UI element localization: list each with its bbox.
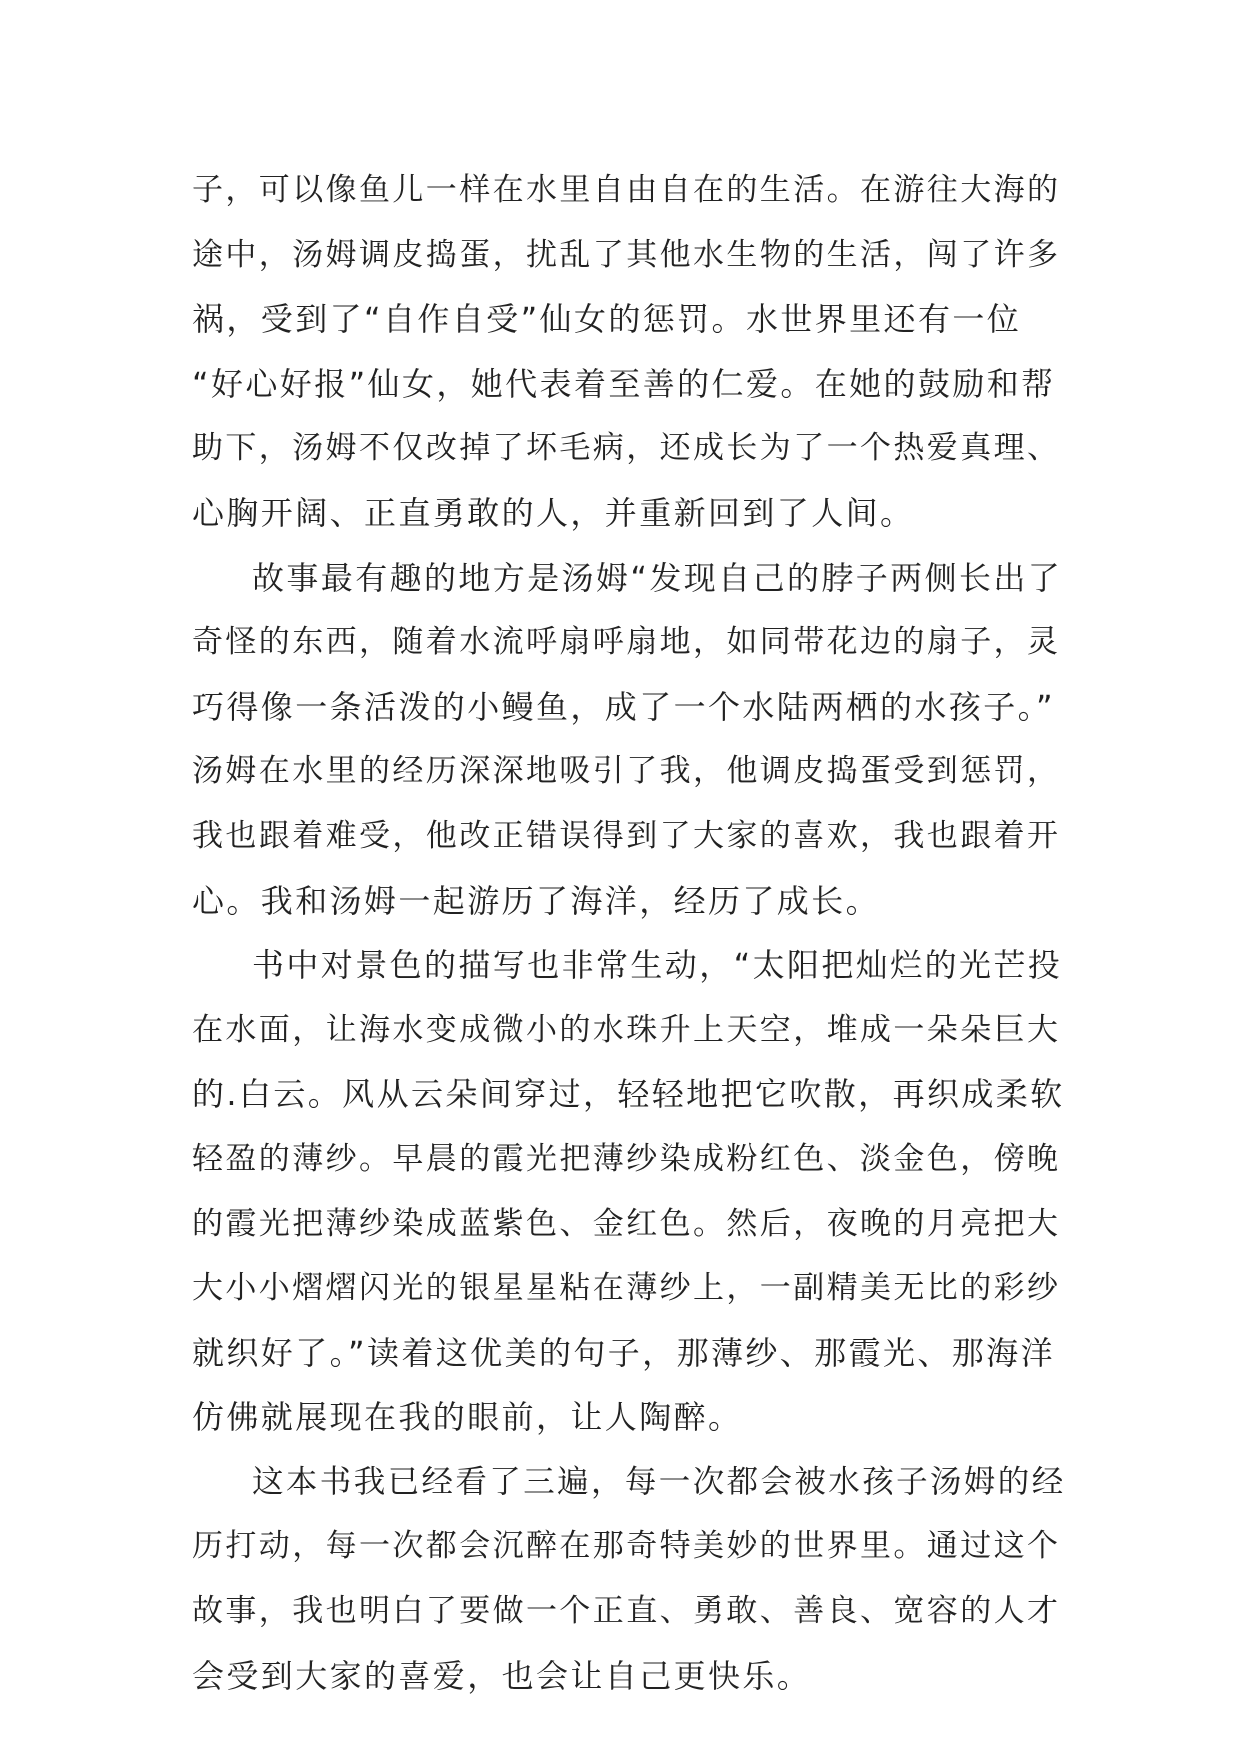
paragraph-first-line: 故事最有趣的地方是汤姆“发现自己的脖子两侧长出了 bbox=[252, 558, 1063, 597]
text-line: 祸，受到了“自作自受”仙女的惩罚。水世界里还有一位 bbox=[192, 300, 1022, 339]
text-line: 的.白云。风从云朵间穿过，轻轻地把它吹散，再织成柔软 bbox=[192, 1075, 1065, 1114]
text-line: 我也跟着难受，他改正错误得到了大家的喜欢，我也跟着开 bbox=[192, 817, 1061, 854]
text-line: 大小小熠熠闪光的银星星粘在薄纱上，一副精美无比的彩纱 bbox=[192, 1270, 1061, 1307]
text-line: 巧得像一条活泼的小鳗鱼，成了一个水陆两栖的水孩子。” bbox=[192, 687, 1055, 726]
text-line: 会受到大家的喜爱，也会让自己更快乐。 bbox=[192, 1656, 812, 1695]
text-line: 奇怪的东西，随着水流呼扇呼扇地，如同带花边的扇子，灵 bbox=[192, 624, 1061, 661]
text-line: “好心好报”仙女，她代表着至善的仁爱。在她的鼓励和帮 bbox=[192, 364, 1056, 403]
text-line: 助下，汤姆不仅改掉了坏毛病，还成长为了一个热爱真理、 bbox=[192, 430, 1061, 467]
text-line: 就织好了。”读着这优美的句子，那薄纱、那霞光、那海洋 bbox=[192, 1333, 1055, 1372]
text-line: 途中，汤姆调皮捣蛋，扰乱了其他水生物的生活，闯了许多 bbox=[192, 236, 1061, 273]
text-line: 在水面，让海水变成微小的水珠升上天空，堆成一朵朵巨大 bbox=[192, 1011, 1061, 1048]
text-line: 子，可以像鱼儿一样在水里自由自在的生活。在游往大海的 bbox=[192, 172, 1061, 208]
text-line: 心。我和汤姆一起游历了海洋，经历了成长。 bbox=[192, 881, 881, 920]
text-line: 汤姆在水里的经历深深地吸引了我，他调皮捣蛋受到惩罚， bbox=[192, 753, 1061, 790]
paragraph-first-line: 书中对景色的描写也非常生动，“太阳把灿烂的光芒投 bbox=[252, 946, 1063, 985]
text-line: 轻盈的薄纱。早晨的霞光把薄纱染成粉红色、淡金色，傍晚 bbox=[192, 1140, 1061, 1177]
text-line: 仿佛就展现在我的眼前，让人陶醉。 bbox=[192, 1398, 743, 1437]
text-line: 的霞光把薄纱染成蓝紫色、金红色。然后，夜晚的月亮把大 bbox=[192, 1205, 1061, 1242]
text-line: 故事，我也明白了要做一个正直、勇敢、善良、宽容的人才 bbox=[192, 1593, 1061, 1630]
paragraph-first-line: 这本书我已经看了三遍，每一次都会被水孩子汤姆的经 bbox=[252, 1463, 1066, 1500]
body-text bbox=[192, 158, 1072, 1708]
text-line: 心胸开阔、正直勇敢的人，并重新回到了人间。 bbox=[192, 493, 915, 532]
text-line: 历打动，每一次都会沉醉在那奇特美妙的世界里。通过这个 bbox=[192, 1528, 1061, 1565]
